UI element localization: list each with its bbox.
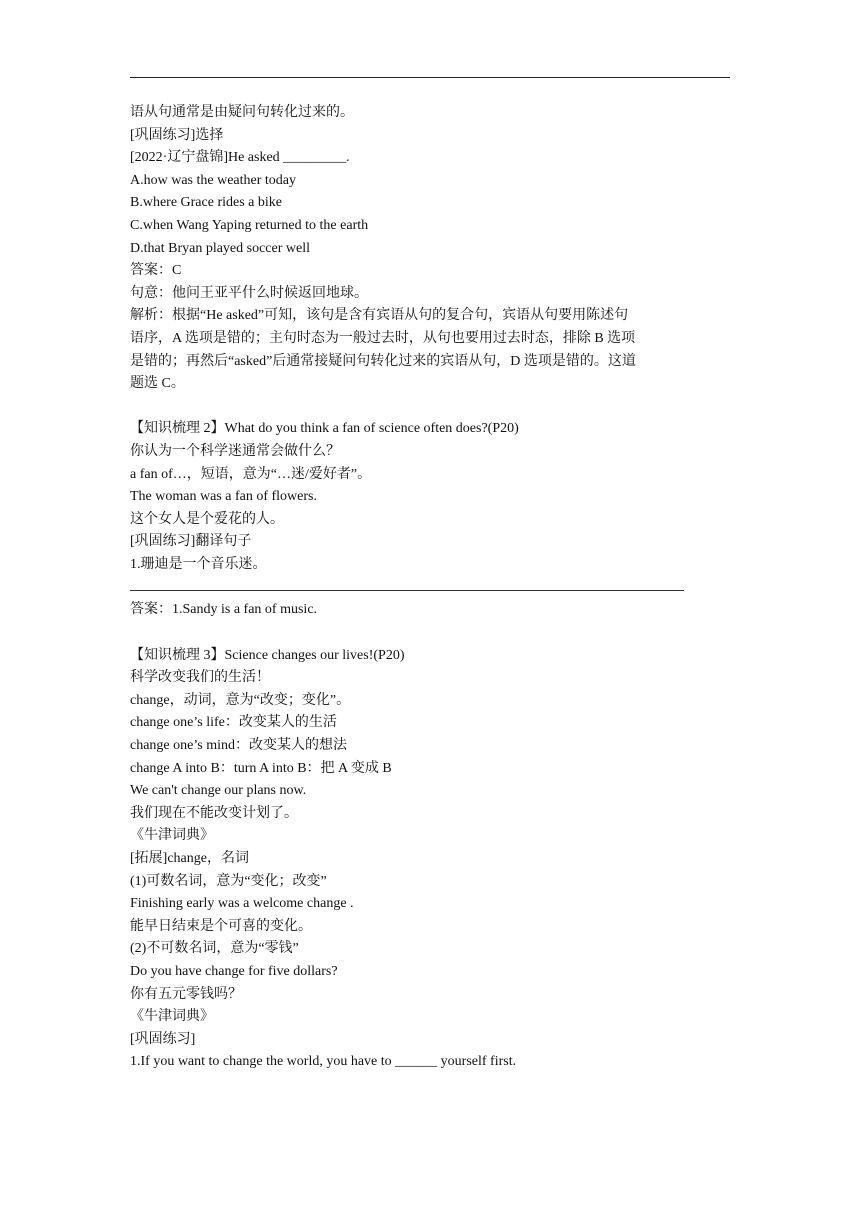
analysis-line: 解析：根据“He asked”可知，该句是含有宾语从句的复合句，宾语从句要用陈述句 (130, 308, 629, 324)
phrase-note: a fan of…，短语，意为“…迷/爱好者”。 (130, 466, 372, 482)
option-d: D.that Bryan played soccer well (130, 240, 310, 256)
practice-heading: [巩固练习]选择 (130, 127, 224, 143)
option-a: A.how was the weather today (130, 172, 297, 188)
body-line: [拓展]change，名词 (130, 851, 249, 866)
answer-text: 答案：C (130, 263, 182, 279)
body-line: 1.If you want to change the world, you have to ______ yourself first. (130, 1054, 517, 1070)
body-line: 你有五元零钱吗？ (130, 986, 242, 1002)
answer-blank-line (130, 576, 684, 591)
section-heading: 【知识梳理 3】Science changes our lives!(P20) (130, 647, 405, 663)
example-translation: 这个女人是个爱花的人。 (130, 511, 284, 527)
analysis-line: 是错的；再然后“asked”后通常接疑问句转化过来的宾语从句，D 选项是错的。这道 (130, 353, 636, 369)
question-text: [2022·辽宁盘锦]He asked _________. (130, 150, 350, 166)
section-heading: 【知识梳理 2】What do you think a fan of science often does?(P20) (130, 421, 519, 437)
body-line: (1)可数名词，意为“变化；改变” (130, 873, 327, 889)
translation-text: 你认为一个科学迷通常会做什么？ (130, 443, 340, 459)
body-line: We can't change our plans now. (130, 783, 307, 799)
body-line: change one’s life：改变某人的生活 (130, 715, 337, 731)
page-header-rule (130, 77, 730, 78)
body-line: 《牛津词典》 (130, 828, 214, 844)
intro-text: 语从句通常是由疑问句转化过来的。 (130, 105, 354, 120)
option-c: C.when Wang Yaping returned to the earth (130, 217, 369, 233)
practice-heading: [巩固练习]翻译句子 (130, 534, 252, 550)
option-b: B.where Grace rides a bike (130, 195, 282, 211)
body-line: change A into B：turn A into B：把 A 变成 B (130, 760, 392, 776)
analysis-line: 语序，A 选项是错的；主句时态为一般过去时，从句也要用过去时态，排除 B 选项 (130, 330, 636, 346)
body-line: 能早日结束是个可喜的变化。 (130, 918, 312, 934)
body-line: [巩固练习] (130, 1031, 196, 1047)
body-line: 科学改变我们的生活！ (130, 670, 270, 686)
spacer (130, 622, 700, 645)
body-line: (2)不可数名词，意为“零钱” (130, 941, 299, 957)
body-line: Do you have change for five dollars? (130, 963, 338, 979)
answer-text: 答案：1.Sandy is a fan of music. (130, 602, 318, 618)
body-line: 《牛津词典》 (130, 1009, 214, 1025)
body-line: Finishing early was a welcome change . (130, 896, 354, 912)
example-sentence: The woman was a fan of flowers. (130, 489, 317, 505)
body-line: change，动词，意为“改变；变化”。 (130, 692, 351, 708)
body-line: change one’s mind：改变某人的想法 (130, 738, 347, 754)
document-body (130, 102, 700, 1074)
spacer (130, 396, 700, 419)
analysis-line: 题选 C。 (130, 376, 185, 392)
meaning-text: 句意：他问王亚平什么时候返回地球。 (130, 285, 368, 301)
body-line: 我们现在不能改变计划了。 (130, 805, 298, 821)
question-text: 1.珊迪是一个音乐迷。 (130, 556, 267, 572)
